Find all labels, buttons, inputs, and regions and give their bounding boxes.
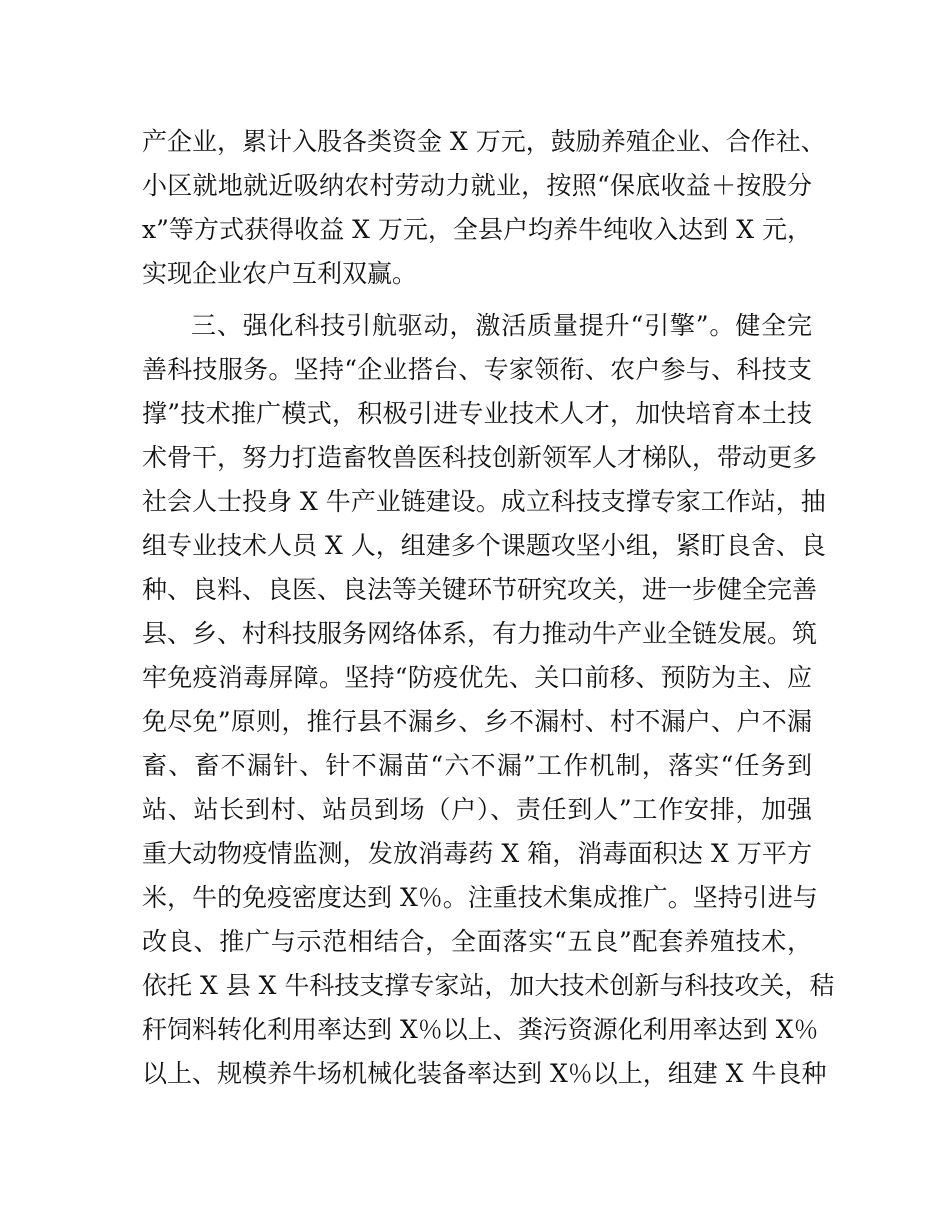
paragraph-1-line-4: 实现企业农户互利双赢。	[142, 259, 418, 288]
paragraph-2-line-16: 依托 X 县 X 牛科技支撑专家站，加大技术创新与科技攻关，秸	[142, 971, 835, 1000]
paragraph-2-line-5: 社会人士投身 X 牛产业链建设。成立科技支撑专家工作站，抽	[142, 487, 826, 516]
paragraph-2-line-9: 牢免疫消毒屏障。坚持“防疫优先、关口前移、预防为主、应	[142, 663, 812, 692]
paragraph-2-line-17: 秆饲料转化利用率达到 X％以上、粪污资源化利用率达到 X％	[142, 1015, 819, 1044]
paragraph-2-line-2: 善科技服务。坚持“企业搭台、专家领衔、农户参与、科技支	[142, 355, 812, 384]
paragraph-2-line-11: 畜、畜不漏针、针不漏苗“六不漏”工作机制，落实“任务到	[142, 751, 812, 780]
paragraph-1-line-3: x”等方式获得收益 X 万元，全县户均养牛纯收入达到 X 元，	[142, 215, 812, 244]
paragraph-2-line-14: 米，牛的免疫密度达到 X％。注重技术集成推广。坚持引进与	[142, 883, 818, 912]
paragraph-2-line-6: 组专业技术人员 X 人，组建多个课题攻坚小组，紧盯良舍、良	[142, 531, 826, 560]
paragraph-2-line-15: 改良、推广与示范相结合，全面落实“五良”配套养殖技术，	[142, 927, 812, 956]
paragraph-2-line-4: 术骨干，努力打造畜牧兽医科技创新领军人才梯队，带动更多	[142, 443, 818, 472]
paragraph-2-line-18: 以上、规模养牛场机械化装备率达到 X％以上，组建 X 牛良种	[142, 1059, 827, 1088]
paragraph-1-line-1: 产企业，累计入股各类资金 X 万元，鼓励养殖企业、合作社、	[142, 127, 826, 156]
paragraph-2-line-13: 重大动物疫情监测，发放消毒药 X 箱，消毒面积达 X 万平方	[142, 839, 812, 868]
paragraph-1-line-2: 小区就地就近吸纳农村劳动力就业，按照“保底收益＋按股分	[142, 171, 812, 200]
paragraph-2-line-10: 免尽免”原则，推行县不漏乡、乡不漏村、村不漏户、户不漏	[142, 707, 812, 736]
paragraph-2-line-12: 站、站长到村、站员到场（户）、责任到人”工作安排，加强	[142, 795, 812, 824]
paragraph-2-line-8: 县、乡、村科技服务网络体系，有力推动牛产业全链发展。筑	[142, 619, 818, 648]
paragraph-2-line-1: 三、强化科技引航驱动，激活质量提升“引擎”。健全完	[191, 311, 812, 340]
paragraph-2-line-3: 撑”技术推广模式，积极引进专业技术人才，加快培育本土技	[142, 399, 812, 428]
paragraph-2-line-7: 种、良料、良医、良法等关键环节研究攻关，进一步健全完善	[142, 575, 818, 604]
